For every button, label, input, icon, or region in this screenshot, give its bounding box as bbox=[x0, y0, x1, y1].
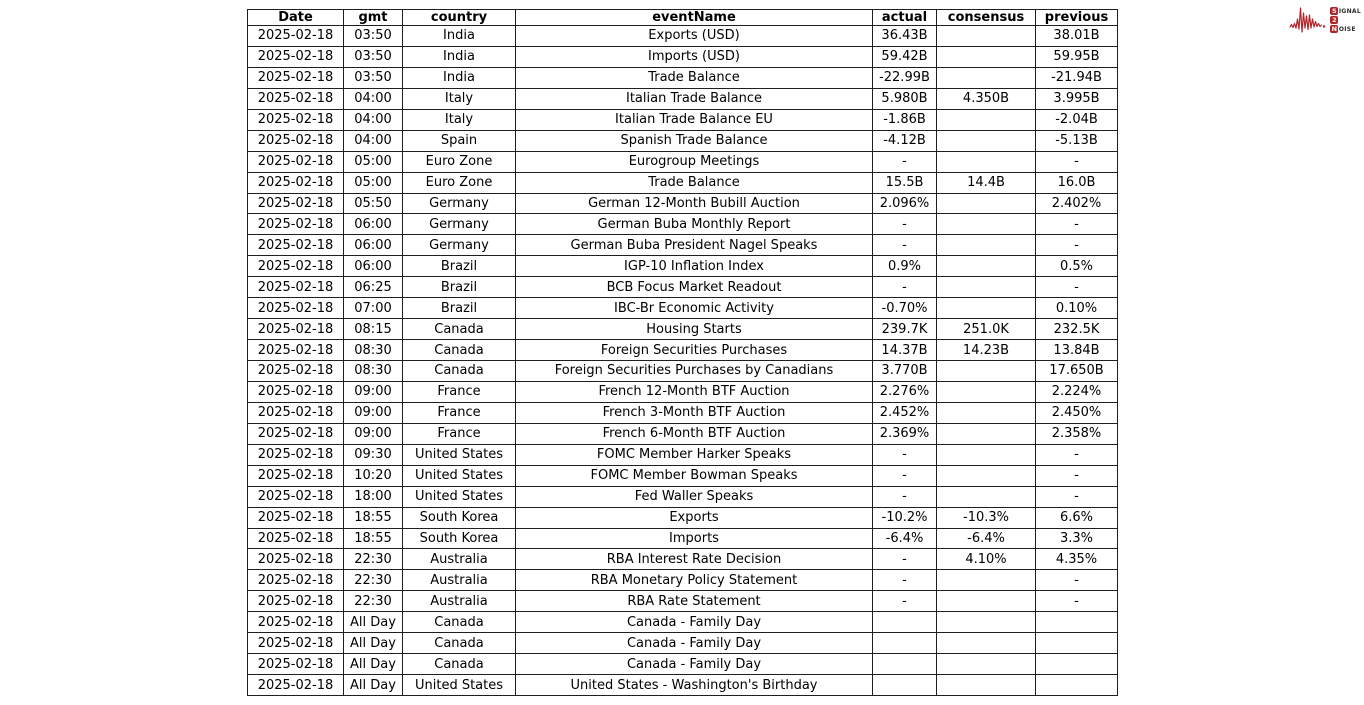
cell-date: 2025-02-18 bbox=[248, 444, 344, 465]
cell-event-name: Spanish Trade Balance bbox=[516, 130, 873, 151]
cell-gmt: 06:00 bbox=[344, 214, 403, 235]
cell-country: Italy bbox=[403, 88, 516, 109]
cell-previous: 2.450% bbox=[1036, 402, 1118, 423]
cell-gmt: 18:00 bbox=[344, 486, 403, 507]
cell-event-name: RBA Interest Rate Decision bbox=[516, 549, 873, 570]
column-header-actual: actual bbox=[873, 10, 937, 26]
table-row bbox=[248, 235, 1118, 256]
table-row bbox=[248, 444, 1118, 465]
cell-previous: 38.01B bbox=[1036, 26, 1118, 47]
cell-consensus: 4.10% bbox=[937, 549, 1036, 570]
table-row bbox=[248, 570, 1118, 591]
cell-gmt: All Day bbox=[344, 654, 403, 675]
cell-previous: - bbox=[1036, 235, 1118, 256]
cell-previous: - bbox=[1036, 214, 1118, 235]
cell-previous: 6.6% bbox=[1036, 507, 1118, 528]
cell-gmt: 18:55 bbox=[344, 528, 403, 549]
cell-actual: 14.37B bbox=[873, 340, 937, 361]
cell-event-name: United States - Washington's Birthday bbox=[516, 675, 873, 696]
cell-event-name: Imports bbox=[516, 528, 873, 549]
cell-actual: - bbox=[873, 214, 937, 235]
table-row bbox=[248, 591, 1118, 612]
cell-date: 2025-02-18 bbox=[248, 361, 344, 382]
cell-event-name: Italian Trade Balance EU bbox=[516, 109, 873, 130]
table-row bbox=[248, 507, 1118, 528]
cell-gmt: 08:30 bbox=[344, 361, 403, 382]
header-row bbox=[248, 10, 1118, 26]
cell-event-name: German 12-Month Bubill Auction bbox=[516, 193, 873, 214]
cell-actual: 0.9% bbox=[873, 256, 937, 277]
cell-date: 2025-02-18 bbox=[248, 654, 344, 675]
cell-country: Brazil bbox=[403, 256, 516, 277]
cell-gmt: All Day bbox=[344, 612, 403, 633]
column-header-country: country bbox=[403, 10, 516, 26]
cell-country: Euro Zone bbox=[403, 151, 516, 172]
cell-gmt: 09:00 bbox=[344, 423, 403, 444]
cell-consensus bbox=[937, 444, 1036, 465]
cell-country: Australia bbox=[403, 549, 516, 570]
cell-event-name: FOMC Member Harker Speaks bbox=[516, 444, 873, 465]
cell-previous: - bbox=[1036, 444, 1118, 465]
cell-previous: 2.358% bbox=[1036, 423, 1118, 444]
table-row bbox=[248, 549, 1118, 570]
cell-actual: -10.2% bbox=[873, 507, 937, 528]
column-header-consensus: consensus bbox=[937, 10, 1036, 26]
cell-previous: 17.650B bbox=[1036, 361, 1118, 382]
cell-previous: -21.94B bbox=[1036, 67, 1118, 88]
cell-consensus: -10.3% bbox=[937, 507, 1036, 528]
cell-previous: 16.0B bbox=[1036, 172, 1118, 193]
cell-consensus bbox=[937, 381, 1036, 402]
cell-date: 2025-02-18 bbox=[248, 486, 344, 507]
cell-consensus bbox=[937, 26, 1036, 47]
table-row bbox=[248, 486, 1118, 507]
cell-country: United States bbox=[403, 486, 516, 507]
cell-event-name: Canada - Family Day bbox=[516, 612, 873, 633]
cell-gmt: 22:30 bbox=[344, 549, 403, 570]
table-row bbox=[248, 675, 1118, 696]
cell-consensus bbox=[937, 109, 1036, 130]
cell-consensus bbox=[937, 633, 1036, 654]
column-header-gmt: gmt bbox=[344, 10, 403, 26]
cell-event-name: German Buba President Nagel Speaks bbox=[516, 235, 873, 256]
cell-event-name: Foreign Securities Purchases by Canadians bbox=[516, 361, 873, 382]
cell-event-name: RBA Monetary Policy Statement bbox=[516, 570, 873, 591]
cell-gmt: 04:00 bbox=[344, 109, 403, 130]
cell-previous bbox=[1036, 675, 1118, 696]
cell-date: 2025-02-18 bbox=[248, 402, 344, 423]
cell-gmt: All Day bbox=[344, 633, 403, 654]
logo-text-ignal: IGNAL bbox=[1338, 7, 1361, 15]
cell-gmt: 04:00 bbox=[344, 130, 403, 151]
cell-consensus bbox=[937, 277, 1036, 298]
cell-actual: - bbox=[873, 277, 937, 298]
cell-consensus bbox=[937, 465, 1036, 486]
cell-country: Spain bbox=[403, 130, 516, 151]
cell-actual: 36.43B bbox=[873, 26, 937, 47]
cell-country: South Korea bbox=[403, 528, 516, 549]
table-row bbox=[248, 130, 1118, 151]
cell-date: 2025-02-18 bbox=[248, 151, 344, 172]
table-row bbox=[248, 319, 1118, 340]
table-row bbox=[248, 340, 1118, 361]
cell-gmt: 03:50 bbox=[344, 26, 403, 47]
table-row bbox=[248, 214, 1118, 235]
logo-badge-s: S bbox=[1332, 7, 1337, 15]
cell-country: South Korea bbox=[403, 507, 516, 528]
cell-date: 2025-02-18 bbox=[248, 256, 344, 277]
cell-gmt: All Day bbox=[344, 675, 403, 696]
cell-country: France bbox=[403, 402, 516, 423]
cell-date: 2025-02-18 bbox=[248, 277, 344, 298]
cell-country: France bbox=[403, 423, 516, 444]
cell-event-name: Eurogroup Meetings bbox=[516, 151, 873, 172]
cell-actual: - bbox=[873, 465, 937, 486]
cell-country: Brazil bbox=[403, 298, 516, 319]
cell-gmt: 22:30 bbox=[344, 570, 403, 591]
cell-date: 2025-02-18 bbox=[248, 465, 344, 486]
cell-consensus: 14.4B bbox=[937, 172, 1036, 193]
cell-gmt: 03:50 bbox=[344, 46, 403, 67]
cell-previous: 2.402% bbox=[1036, 193, 1118, 214]
cell-actual: -22.99B bbox=[873, 67, 937, 88]
cell-country: Canada bbox=[403, 633, 516, 654]
logo-text bbox=[1330, 7, 1361, 34]
cell-country: Canada bbox=[403, 612, 516, 633]
table-row bbox=[248, 256, 1118, 277]
signal2noise-logo bbox=[1289, 6, 1361, 34]
cell-actual bbox=[873, 612, 937, 633]
cell-consensus bbox=[937, 570, 1036, 591]
cell-event-name: Exports (USD) bbox=[516, 26, 873, 47]
cell-actual: -0.70% bbox=[873, 298, 937, 319]
cell-gmt: 09:00 bbox=[344, 381, 403, 402]
cell-previous: -2.04B bbox=[1036, 109, 1118, 130]
cell-actual: 15.5B bbox=[873, 172, 937, 193]
cell-previous: - bbox=[1036, 570, 1118, 591]
cell-previous: - bbox=[1036, 277, 1118, 298]
cell-date: 2025-02-18 bbox=[248, 214, 344, 235]
cell-previous: 0.5% bbox=[1036, 256, 1118, 277]
cell-previous bbox=[1036, 612, 1118, 633]
cell-date: 2025-02-18 bbox=[248, 193, 344, 214]
cell-event-name: Housing Starts bbox=[516, 319, 873, 340]
cell-country: India bbox=[403, 26, 516, 47]
cell-consensus bbox=[937, 67, 1036, 88]
cell-event-name: French 12-Month BTF Auction bbox=[516, 381, 873, 402]
table-row bbox=[248, 465, 1118, 486]
cell-actual: - bbox=[873, 486, 937, 507]
table-row bbox=[248, 277, 1118, 298]
cell-actual: 2.096% bbox=[873, 193, 937, 214]
cell-consensus bbox=[937, 256, 1036, 277]
column-header-date: Date bbox=[248, 10, 344, 26]
cell-event-name: Canada - Family Day bbox=[516, 633, 873, 654]
cell-previous: 2.224% bbox=[1036, 381, 1118, 402]
cell-consensus bbox=[937, 193, 1036, 214]
cell-previous: - bbox=[1036, 465, 1118, 486]
cell-actual: - bbox=[873, 151, 937, 172]
cell-consensus bbox=[937, 151, 1036, 172]
cell-actual: 59.42B bbox=[873, 46, 937, 67]
cell-country: Brazil bbox=[403, 277, 516, 298]
cell-previous: - bbox=[1036, 151, 1118, 172]
cell-previous: 59.95B bbox=[1036, 46, 1118, 67]
table-row bbox=[248, 361, 1118, 382]
cell-country: Australia bbox=[403, 591, 516, 612]
cell-gmt: 06:25 bbox=[344, 277, 403, 298]
cell-consensus bbox=[937, 361, 1036, 382]
cell-actual: - bbox=[873, 570, 937, 591]
cell-consensus bbox=[937, 675, 1036, 696]
cell-gmt: 22:30 bbox=[344, 591, 403, 612]
cell-consensus bbox=[937, 214, 1036, 235]
table-row bbox=[248, 151, 1118, 172]
cell-date: 2025-02-18 bbox=[248, 235, 344, 256]
cell-actual: 2.276% bbox=[873, 381, 937, 402]
cell-consensus bbox=[937, 654, 1036, 675]
cell-gmt: 18:55 bbox=[344, 507, 403, 528]
cell-previous: 3.3% bbox=[1036, 528, 1118, 549]
cell-actual: 2.369% bbox=[873, 423, 937, 444]
cell-consensus bbox=[937, 612, 1036, 633]
cell-previous bbox=[1036, 654, 1118, 675]
cell-previous bbox=[1036, 633, 1118, 654]
cell-country: France bbox=[403, 381, 516, 402]
cell-event-name: Canada - Family Day bbox=[516, 654, 873, 675]
cell-consensus bbox=[937, 423, 1036, 444]
cell-event-name: German Buba Monthly Report bbox=[516, 214, 873, 235]
cell-actual: -6.4% bbox=[873, 528, 937, 549]
cell-event-name: French 6-Month BTF Auction bbox=[516, 423, 873, 444]
cell-country: India bbox=[403, 67, 516, 88]
cell-previous: 4.35% bbox=[1036, 549, 1118, 570]
logo-text-oise: OISE bbox=[1338, 25, 1356, 33]
cell-consensus bbox=[937, 402, 1036, 423]
cell-previous: 13.84B bbox=[1036, 340, 1118, 361]
cell-consensus: 14.23B bbox=[937, 340, 1036, 361]
cell-event-name: Imports (USD) bbox=[516, 46, 873, 67]
cell-consensus bbox=[937, 130, 1036, 151]
cell-country: Canada bbox=[403, 654, 516, 675]
cell-gmt: 08:15 bbox=[344, 319, 403, 340]
cell-country: Germany bbox=[403, 193, 516, 214]
cell-gmt: 04:00 bbox=[344, 88, 403, 109]
cell-consensus: 4.350B bbox=[937, 88, 1036, 109]
cell-consensus bbox=[937, 46, 1036, 67]
table-row bbox=[248, 298, 1118, 319]
cell-date: 2025-02-18 bbox=[248, 46, 344, 67]
cell-date: 2025-02-18 bbox=[248, 26, 344, 47]
cell-country: Canada bbox=[403, 319, 516, 340]
table-row bbox=[248, 172, 1118, 193]
cell-date: 2025-02-18 bbox=[248, 298, 344, 319]
table-row bbox=[248, 46, 1118, 67]
cell-actual: 2.452% bbox=[873, 402, 937, 423]
cell-previous: - bbox=[1036, 486, 1118, 507]
cell-date: 2025-02-18 bbox=[248, 381, 344, 402]
cell-date: 2025-02-18 bbox=[248, 109, 344, 130]
cell-date: 2025-02-18 bbox=[248, 130, 344, 151]
column-header-previous: previous bbox=[1036, 10, 1118, 26]
table-row bbox=[248, 654, 1118, 675]
cell-gmt: 05:00 bbox=[344, 151, 403, 172]
table-row bbox=[248, 402, 1118, 423]
logo-line-signal bbox=[1330, 7, 1361, 15]
cell-gmt: 08:30 bbox=[344, 340, 403, 361]
cell-gmt: 09:30 bbox=[344, 444, 403, 465]
cell-event-name: Trade Balance bbox=[516, 67, 873, 88]
table-row bbox=[248, 193, 1118, 214]
cell-consensus bbox=[937, 298, 1036, 319]
cell-country: United States bbox=[403, 675, 516, 696]
cell-event-name: BCB Focus Market Readout bbox=[516, 277, 873, 298]
cell-date: 2025-02-18 bbox=[248, 340, 344, 361]
cell-actual bbox=[873, 654, 937, 675]
cell-date: 2025-02-18 bbox=[248, 570, 344, 591]
logo-badge-2: 2 bbox=[1332, 16, 1337, 24]
cell-gmt: 06:00 bbox=[344, 235, 403, 256]
cell-event-name: Exports bbox=[516, 507, 873, 528]
cell-previous: -5.13B bbox=[1036, 130, 1118, 151]
cell-consensus bbox=[937, 235, 1036, 256]
column-header-eventname: eventName bbox=[516, 10, 873, 26]
cell-previous: 3.995B bbox=[1036, 88, 1118, 109]
cell-actual: 239.7K bbox=[873, 319, 937, 340]
cell-event-name: Foreign Securities Purchases bbox=[516, 340, 873, 361]
logo-badge-n: N bbox=[1331, 25, 1338, 33]
cell-date: 2025-02-18 bbox=[248, 423, 344, 444]
cell-date: 2025-02-18 bbox=[248, 319, 344, 340]
cell-actual: - bbox=[873, 591, 937, 612]
table-row bbox=[248, 26, 1118, 47]
cell-actual bbox=[873, 633, 937, 654]
cell-event-name: IBC-Br Economic Activity bbox=[516, 298, 873, 319]
table-row bbox=[248, 612, 1118, 633]
cell-event-name: French 3-Month BTF Auction bbox=[516, 402, 873, 423]
cell-date: 2025-02-18 bbox=[248, 528, 344, 549]
cell-event-name: FOMC Member Bowman Speaks bbox=[516, 465, 873, 486]
cell-country: United States bbox=[403, 444, 516, 465]
cell-date: 2025-02-18 bbox=[248, 88, 344, 109]
cell-gmt: 06:00 bbox=[344, 256, 403, 277]
cell-actual: - bbox=[873, 235, 937, 256]
cell-country: Canada bbox=[403, 340, 516, 361]
cell-country: Italy bbox=[403, 109, 516, 130]
cell-country: United States bbox=[403, 465, 516, 486]
cell-event-name: Trade Balance bbox=[516, 172, 873, 193]
cell-country: Euro Zone bbox=[403, 172, 516, 193]
table-row bbox=[248, 381, 1118, 402]
cell-gmt: 05:00 bbox=[344, 172, 403, 193]
cell-actual: 5.980B bbox=[873, 88, 937, 109]
table-row bbox=[248, 109, 1118, 130]
cell-event-name: Fed Waller Speaks bbox=[516, 486, 873, 507]
cell-country: India bbox=[403, 46, 516, 67]
cell-event-name: Italian Trade Balance bbox=[516, 88, 873, 109]
cell-actual: 3.770B bbox=[873, 361, 937, 382]
cell-actual: - bbox=[873, 549, 937, 570]
waveform-icon bbox=[1289, 6, 1329, 34]
cell-gmt: 10:20 bbox=[344, 465, 403, 486]
cell-consensus: -6.4% bbox=[937, 528, 1036, 549]
cell-country: Canada bbox=[403, 361, 516, 382]
logo-line-noise bbox=[1330, 25, 1361, 33]
table-row bbox=[248, 88, 1118, 109]
cell-country: Germany bbox=[403, 235, 516, 256]
cell-previous: - bbox=[1036, 591, 1118, 612]
cell-gmt: 09:00 bbox=[344, 402, 403, 423]
cell-country: Germany bbox=[403, 214, 516, 235]
cell-date: 2025-02-18 bbox=[248, 67, 344, 88]
table-header bbox=[248, 10, 1118, 26]
cell-date: 2025-02-18 bbox=[248, 591, 344, 612]
table-row bbox=[248, 423, 1118, 444]
table-body bbox=[248, 26, 1118, 696]
cell-date: 2025-02-18 bbox=[248, 675, 344, 696]
cell-date: 2025-02-18 bbox=[248, 633, 344, 654]
cell-consensus: 251.0K bbox=[937, 319, 1036, 340]
cell-consensus bbox=[937, 591, 1036, 612]
cell-actual: -1.86B bbox=[873, 109, 937, 130]
cell-date: 2025-02-18 bbox=[248, 612, 344, 633]
cell-gmt: 07:00 bbox=[344, 298, 403, 319]
table-row bbox=[248, 67, 1118, 88]
economic-calendar-table bbox=[247, 9, 1118, 696]
cell-actual: -4.12B bbox=[873, 130, 937, 151]
cell-date: 2025-02-18 bbox=[248, 507, 344, 528]
cell-gmt: 05:50 bbox=[344, 193, 403, 214]
cell-previous: 0.10% bbox=[1036, 298, 1118, 319]
cell-event-name: RBA Rate Statement bbox=[516, 591, 873, 612]
table-row bbox=[248, 633, 1118, 654]
cell-country: Australia bbox=[403, 570, 516, 591]
logo-line-2 bbox=[1330, 16, 1361, 24]
cell-gmt: 03:50 bbox=[344, 67, 403, 88]
cell-date: 2025-02-18 bbox=[248, 172, 344, 193]
cell-actual bbox=[873, 675, 937, 696]
table-row bbox=[248, 528, 1118, 549]
cell-consensus bbox=[937, 486, 1036, 507]
cell-actual: - bbox=[873, 444, 937, 465]
cell-date: 2025-02-18 bbox=[248, 549, 344, 570]
cell-event-name: IGP-10 Inflation Index bbox=[516, 256, 873, 277]
cell-previous: 232.5K bbox=[1036, 319, 1118, 340]
